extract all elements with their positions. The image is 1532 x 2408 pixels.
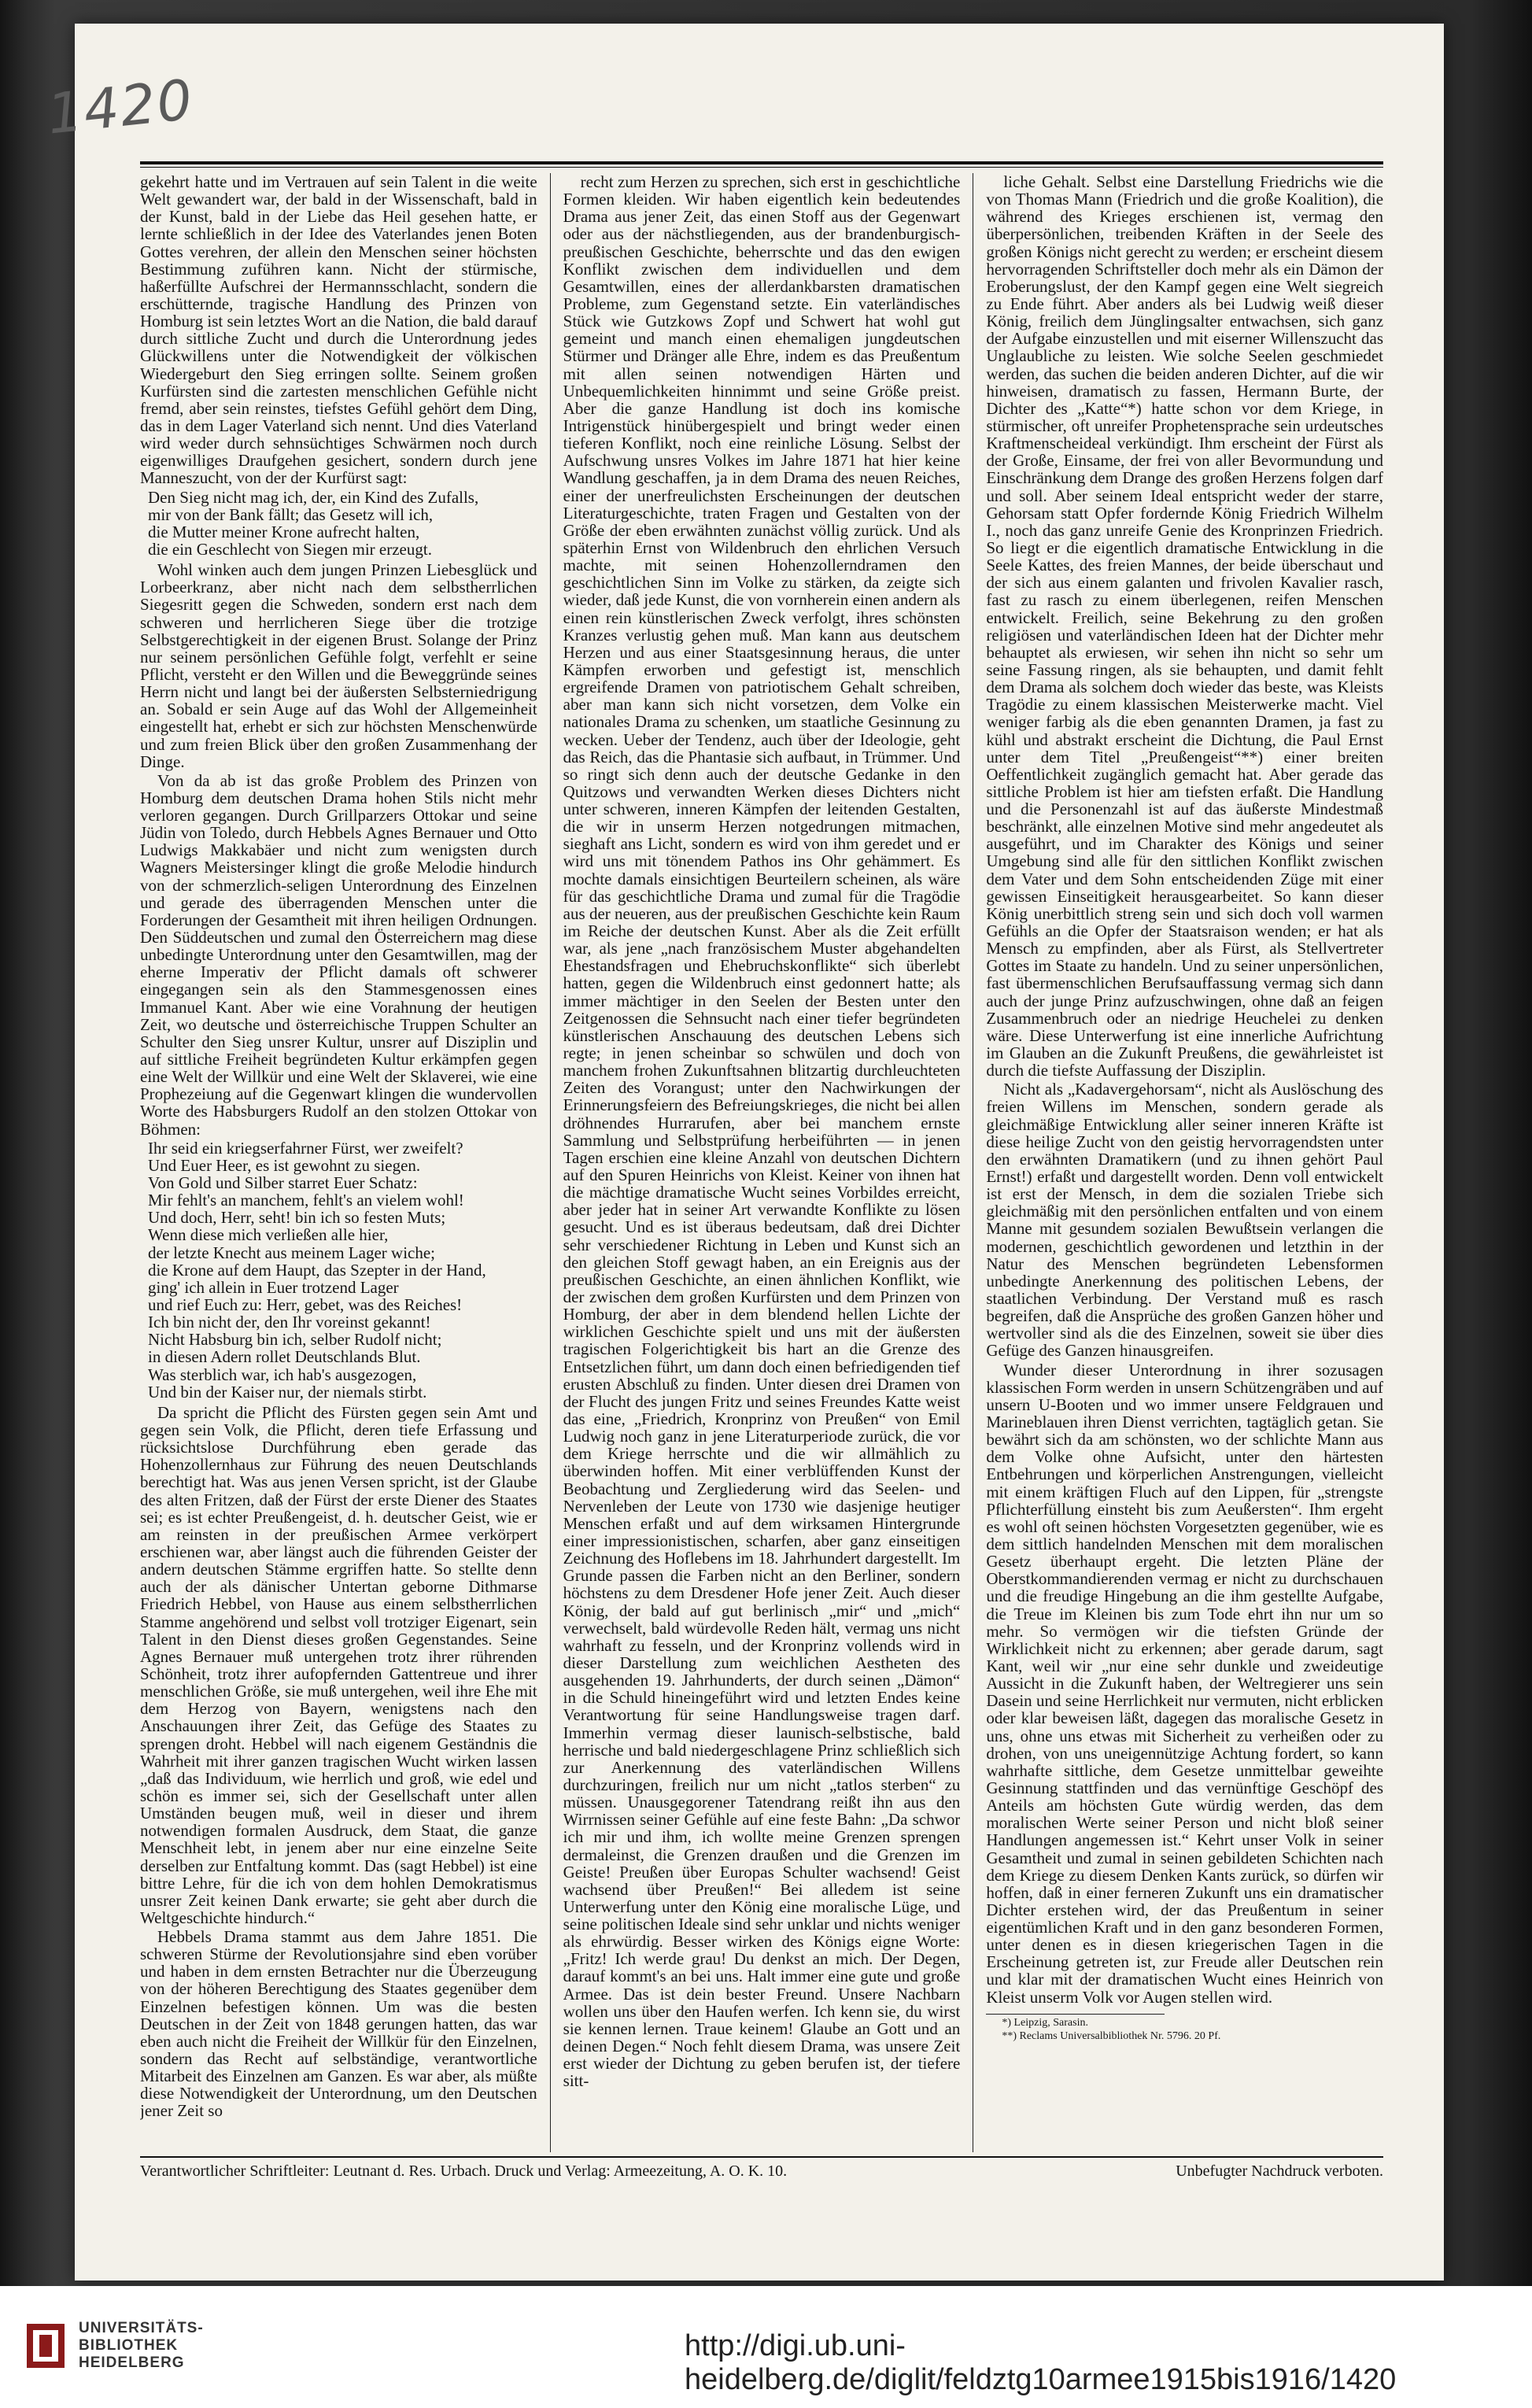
top-rule [140, 161, 1383, 164]
verse-block: Ihr seid ein kriegserfahrner Fürst, wer zweifelt? Und Euer Heer, es ist gewohnt zu siegen. Von Gold und Silber starret Euer Schatz: Mir fehlt's an manchem, fehlt's an vielem wohl! Und doch, Herr, seht! bin ich so festen Muts; Wenn diese mich verließen alle hier, der letzte Knecht aus meinem Lager wiche; die Krone auf dem Haupt, das Szepter in der Hand, ging' ich allein in Euer trotzend Lager und rief Euch zu: Herr, gebet, was des Reiches! Ich bin nicht der, den Ihr voreinst gekannt! Nicht Habsburg bin ich, selber Rudolf nicht; in diesen Adern rollet Deutschlands Blut. Was sterblich war, ich hab's ausgezogen, Und bin der Kaiser nur, der niemals stirbt. [148, 1138, 486, 1402]
imprint-publisher: Verantwortlicher Schriftleiter: Leutnant d. Res. Urbach. Druck und Verlag: Armeezeitung, A. O. K. 10. [140, 2162, 788, 2180]
column-1 [140, 173, 537, 2152]
paragraph: Von da ab ist das große Problem des Prinzen von Homburg dem deutschen Drama hohen Stils nicht mehr verloren gegangen. Durch Grillparzers Ottokar und seine Jüdin von Toledo, durch Hebbels Agnes Bernauer und Otto Ludwigs Makkabäer und nicht zum wenigsten durch Wagners Meistersinger klingt die große Melodie hindurch von der schmerzlich-seligen Unterordnung des Einzelnen und gerade des überragenden Menschen unter die Forderungen der Gesamtheit mit ihren heiligen Ordnungen. Den Süddeutschen und zumal den Österreichern mag diese unbedingte Unterordnung unter den Gesamtwillen, mag der eherne Imperativ der Pflicht damals oft schwerer eingegangen sein als den Stammesgenossen eines Immanuel Kant. Aber wie eine Vorahnung der heutigen Zeit, wo deutsche und österreichische Truppen Schulter an Schulter den Sieg unsrer Kultur, unsrer auf Disziplin und auf sittliche Freiheit begründeten Kultur erkämpfen gegen eine Welt der Willkür und eine Welt der Sklaverei, wie eine Prophezeiung auf die Gegenwart klingen die wundervollen Worte des Habsburgers Rudolf an den stolzen Ottokar von Böhmen: [140, 770, 537, 1139]
library-name-line1: UNIVERSITÄTS- [79, 2320, 204, 2336]
paragraph: Hebbels Drama stammt aus dem Jahre 1851. Die schweren Stürme der Revolutionsjahre sind eben vorüber und haben in dem ernsten Betrachter nur die Überzeugung von der höheren Berechtigung des Staates gegenüber dem Einzelnen befestigen können. Um was die besten Deutschen in der Zeit von 1848 gerungen hatten, das war eben auch nicht die Freiheit der Willkür für den Einzelnen, sondern das Recht auf selbständige, verantwortliche Mitarbeit des Einzelnen am Ganzen. Es war aber, als müßte diese Notwendigkeit der Unterordnung, um den Deutschen jener Zeit so [140, 1927, 537, 2121]
paragraph: Da spricht die Pflicht des Fürsten gegen sein Amt und gegen sein Volk, die Pflicht, deren tiefe Erfassung und rücksichtslose Durchführung eben gerade das Hohenzollernhaus zur Führung des neuen Deutschlands berechtigt hat. Was aus jenen Versen spricht, ist der Glaube des alten Fritzen, daß der Fürst der erste Diener des Staates sei; es ist echter Preußengeist, d. h. deutscher Geist, wie er am reinsten in der preußischen Armee verkörpert erschienen war, aber längst auch die führenden Geister der andern deutschen Stämme ergriffen hatte. So stellte denn auch der als dänischer Untertan geborne Dithmarse Friedrich Hebbel, von Hause aus einem selbstherrlichen Stamme angehörend und selbst voll trotziger Eigenart, sein Talent in den Dienst dieses großen Gegenstandes. Seine Agnes Bernauer muß untergehen trotz ihrer rührenden Schönheit, trotz ihrer aufopfernden Gattentreue und ihrer menschlichen Größe, sie muß untergehen, weil ihre Ehe mit dem Herzog von Bayern, wenigstens nach den Anschauungen ihrer Zeit, das Gefüge des Staates zu sprengen droht. Hebbel will nach eigenem Geständnis die Wahrheit mit ihrer ganzen tragischen Wucht wirken lassen „daß das Individuum, wie herrlich und groß, wie edel und schön es immer sei, sich der Gesellschaft unter allen Umständen beugen muß, weil in dieser und ihrem notwendigen formalen Ausdruck, dem Staat, die ganze Menschheit lebt, in jenem aber nur eine einzelne Seite derselben zur Entfaltung kommt. Das (sagt Hebbel) ist eine bittre Lehre, für die ich von dem hohlen Demokratismus unsrer Zeit keinen Dank erwarte; sie geht aber durch die Weltgeschichte hindurch.“ [140, 1402, 537, 1927]
paragraph: liche Gehalt. Selbst eine Darstellung Friedrichs wie die von Thomas Mann (Friedrich und die große Koalition), die während des Krieges erschienen ist, vermag den überpersönlichen, treibenden Kräften in der Seele des großen Königs nicht gerecht zu werden; er erscheint diesem hervorragenden Schriftsteller doch mehr als ein Dämon der Eroberungslust, der den Kampf gegen eine Welt siegreich zu Ende führt. Aber anders als bei Ludwig weiß dieser König, freilich dem Jünglingsalter entwachsen, sich ganz der Aufgabe einzustellen und mit eiserner Willenszucht das Unglaubliche zu leisten. Wie solche Seelen geschmiedet werden, das suchen die beiden anderen Dichter, auf die wir hinweisen, dramatisch zu fassen, Hermann Burte, der Dichter des „Katte“*) hatte schon vor dem Kriege, in stürmischer, oft unreifer Prophetensprache sein urdeutsches Kraftmenscheideal verkündigt. Ihm erscheint der Fürst als der Große, Einsame, der frei von aller Bevormundung und Einschränkung dem Drange des großen Herzens folgen darf und soll. Aber seinem Ideal entspricht weder der starre, Gehorsam statt Opfer fordernde König Friedrich Wilhelm I., noch das ganz unreife Genie des Kronprinzen Friedrich. So liegt er die eigentlich dramatische Entwicklung in die Seele Kattes, des freien Mannes, der beide überschaut und der sich aus einem galanten und frivolen Kavalier rasch, fast zu rasch zu einem überlegenen, reifen Menschen entwickelt. Freilich, seine Bekehrung zu den großen religiösen und vaterländischen Ideen hat der Dichter mehr behauptet als erwiesen, wir sehen ihn nicht so sehr um seine Fassung ringen, als sie behaupten, und damit fehlt dem Drama als solchem doch wieder das beste, was Kleists Tragödie zu einem klassischen Meisterwerke macht. Viel weniger farbig als die eben genannten Dramen, ja fast zu kühl und abstrakt erscheint die Dichtung, die Paul Ernst unter dem Titel „Preußengeist“**) einer breiten Oeffentlichkeit zugänglich gemacht hat. Aber gerade das sittliche Problem ist hier am tiefsten erfaßt. Die Handlung und die Personenzahl ist auf das äußerste Mindestmaß beschränkt, alle einzelnen Motive sind mehr angedeutet als ausgeführt, und im Charakter des Königs und seiner Umgebung sind alle für den sittlichen Konflikt zwischen dem Vater und dem Sohn entscheidenden Züge mit einer gewissen Einseitigkeit herausgearbeitet. So kann dieser König unerbittlich streng sein und sich doch voll warmen Gefühls an die Opfer der Staatsraison wenden; er hat als Mensch zu empfinden, aber als Fürst, als Stellvertreter Gottes im Staate zu handeln. Und zu seiner unpersönlichen, fast übermenschlichen Berufsauffassung vermag sich dann auch der junge Prinz aufzuschwingen, ohne daß an feigen Zusammenbruch oder an niedrige Heuchelei zu denken wäre. Diese Unterwerfung ist eine innerliche Aufrichtung im Glauben an die Zukunft Preußens, die gewährleistet ist durch die tiefste Auffassung der Disziplin. [986, 173, 1383, 1080]
paragraph: Wunder dieser Unterordnung in ihrer sozusagen klassischen Form werden in unsern Schützengräben und auf unsern U-Booten und wo immer unsere Feldgrauen und Marineblauen ihren Dienst verrichten, tagtäglich getan. Sie bewährt sich da am schönsten, wo der schlichte Mann aus dem Volke ohne Aufsicht, unter den härtesten Entbehrungen und körperlichen Anstrengungen, vielleicht mit einem kräftigen Fluch auf den Lippen, für „strengste Pflichterfüllung einsteht bis zum Aeußersten“. Ihm ergeht es wohl oft seinen höchsten Vorgesetzten gegenüber, wie es dem sittlich handelnden Menschen mit dem moralischen Gesetz überhaupt ergeht. Die letzten Pläne der Oberstkommandierenden vermag er nicht zu durchschauen und die freudige Hingebung an die ihm gestellte Aufgabe, die Treue im Kleinen bis zum Tode ehrt ihn nur um so mehr. So vermögen wir die tiefsten Gründe der Wirklichkeit nicht zu erkennen; aber gerade darum, sagt Kant, weil wir „nur eine sehr dunkle und zweideutige Aussicht in die Zukunft haben, der Weltregierer uns sein Dasein und seine Herrlichkeit nur vermuten, nicht erblicken oder klar beweisen läßt, dagegen das moralische Gesetz in uns, ohne uns etwas mit Sicherheit zu verheißen oder zu drohen, von uns uneigennützige Achtung fordert, so kann wahrhafte sittliche, dem Gesetze unmittelbar geweihte Gesinnung stattfinden und das vernünftige Geschöpf des Anteils am höchsten Gute würdig werden, das dem moralischen Werte seiner Person und nicht bloß seiner Handlungen angemessen ist.“ Kehrt unser Volk in seiner Gesamtheit und zumal in seinen gebildeten Schichten nach dem Kriege zu diesem Denken Kants zurück, so dürfen wir hoffen, daß in einer ferneren Zukunft uns ein dramatischer Dichter erstehen wird, der das Preußentum in seiner eigentümlichen Kraft und in den ganz besonderen Formen, unter denen es in diesen kriegerischen Tagen in die Erscheinung getreten ist, zur Freude aller Deutschen rein und klar mit der dramatischen Wucht eines Heinrich von Kleist unserm Volk vor Augen stellen wird. [986, 1360, 1383, 2007]
footnote: *) Leipzig, Sarasin. [1002, 2016, 1088, 2029]
paragraph: recht zum Herzen zu sprechen, sich erst in geschichtliche Formen kleiden. Wir haben eigentlich kein bedeutendes Drama aus jener Zeit, das einen Stoff aus der Gegenwart oder aus der nächstliegenden, aus der brandenburgisch-preußischen Geschichte, beherrschte und das den ewigen Konflikt zwischen dem individuellen und dem Gesamtwillen, eines der allerdankbarsten dramatischen Probleme, zum Gegenstand setzte. Ein vaterländisches Stück wie Gutzkows Zopf und Schwert hat wohl gut gemeint und manch einen ehemaligen jungdeutschen Stürmer und Dränger alle Ehre, indem es das Preußentum mit allen seinen notwendigen Härten und Unbequemlichkeiten hinnimmt und seine Größe preist. Aber die ganze Handlung ist doch ins komische Intrigenstück hinübergespielt und bringt weder einen tieferen Konflikt, noch eine reinliche Lösung. Selbst der Aufschwung unsres Volkes im Jahre 1871 hat hier keine Wandlung geschaffen, ja in dem Drama des neuen Reiches, einer der unerfreulichsten Erscheinungen der deutschen Literaturgeschichte, traten Fragen und Gestalten von der Größe der eben erwähnten zunächst völlig zurück. Und als späterhin Ernst von Wildenbruch den ehrlichen Versuch machte, mit seinen Hohenzollerndramen den geschichtlichen Sinn im Volke zu stärken, da zeigte sich wieder, daß jede Kunst, die von vornherein einen andern als einen rein künstlerischen Zweck verfolgt, ihres schönsten Kranzes verlustig gehen muß. Man kann aus deutschem Herzen und aus einer Staatsgesinnung heraus, die unter Kämpfen erworben und gefestigt ist, menschlich ergreifende Dramen von patriotischem Gehalt schreiben, aber man kann sich nicht vorsetzen, dem Volke ein nationales Drama zu schenken, um staatliche Gesinnung zu wecken. Ueber der Tendenz, auch über der Ideologie, geht das Reich, das die Phantasie sich aufbaut, in Trümmer. Und so ringt sich denn auch der deutsche Gedanke in den Quitzows und verwandten Werken dieses Dichters nicht unter schweren, inneren Kämpfen der leitenden Gestalten, die wir in unserm Herzen notgedrungen mitmachen, sieghaft ans Licht, sondern es wird von ihm geredet und er wird uns mit tönendem Pathos ins Ohr gehämmert. Es mochte damals einsichtigen Beurteilern scheinen, als wäre für das geschichtliche Drama und zumal für die Tragödie aus der neueren, aus der preußischen Geschichte kein Raum im Reiche der deutschen Kunst. Aber als die Zeit erfüllt war, als jene „nach französischem Muster abgehandelten Ehestandsfragen und Ehebruchskonflikte“ sich überlebt hatten, gegen die Wildenbruch einst gedonnert hatte; als immer mächtiger in den Seelen der Besten unter den Zeitgenossen die Sehnsucht nach einer tiefer begründeten künstlerischen Anschauung des deutschen Lebens sich regte; in jenen scheinbar so schwülen und doch von manchem frohen Zukunftsahnen blitzartig durchleuchteten Zeiten des Vorangust; unter den Nachwirkungen der Erinnerungsfeiern des Befreiungskrieges, die nicht bei allen dröhnendes Hurrarufen, aber bei manchem ernste Sammlung und Selbstprüfung herbeiführten — in jenen Tagen erschien eine kleine Anzahl von deutschen Dichtern auf den Spuren Heinrichs von Kleist. Keiner von ihnen hat die mächtige dramatische Wucht seines Vorbildes erreicht, aber jeder hat in seiner Art verwandte Konflikte zu lösen gesucht. Und es ist überaus bedeutsam, daß drei Dichter sehr verschiedener Richtung in Leben und Kunst sich an den gleichen Stoff gewagt haben, an ein Ereignis aus der preußischen Geschichte, an einen ähnlichen Konflikt, wie der zwischen dem großen Kurfürsten und dem Prinzen von Homburg, der aber in dem blendend hellen Lichte der wirklichen Geschichte spielt und uns mit der äußersten tragischen Folgerichtigkeit bis hart an die Grenze des Entsetzlichen führt, um dann doch einen befriedigenden tief erusten Abschluß zu finden. Unter diesen drei Dramen von der Flucht des jungen Fritz und seines Freundes Katte weist das eine, „Friedrich, Kronprinz von Preußen“ von Emil Ludwig noch ganz in jene Literaturperiode zurück, die vor dem Kriege herrschte und die wir allmählich zu überwinden hoffen. Mit einer verblüffenden Kunst der Beobachtung und Zergliederung wird das Seelen- und Nervenleben der Leute von 1730 wie dasjenige heutiger Menschen erfaßt und auf dem wirksamen Hintergrunde einer impressionistischen, scharfen, aber ganz einseitigen Zeichnung des Hoflebens im 18. Jahrhundert dargestellt. Im Grunde passen die Farben nicht an den Berliner, sondern höchstens zu dem Dresdener Hofe jener Zeit. Auch dieser König, der bald auf gut berlinisch „mir“ und „mich“ verwechselt, bald würdevolle Reden hält, vermag uns nicht wahrhaft zu fesseln, und der Kronprinz vollends wird in dieser Darstellung zum weichlichen Aestheten des ausgehenden 19. Jahrhunderts, der durch seinen „Dämon“ in die Schuld hineingeführt wird und letzten Endes keine Verantwortung für seine Handlungsweise tragen darf. Immerhin vermag dieser launisch-selbstische, bald herrische und bald niedergeschlagene Prinz schließlich sich zur Anerkennung des vaterländischen Willens durchzuringen, freilich nur um nicht „tatlos sterben“ zu müssen. Unausgegorener Tatendrang reißt ihn aus den Wirrnissen seiner Gefühle auf eine feste Bahn: „Da schwor ich mir und ihm, ich wollte meine Grenzen sprengen dermaleinst, die Grenzen draußen und die Grenzen im Geiste! Preußen über Europas Schulter wachsend! Geist wachsend über Preußen!“ Bei alledem ist seine Unterwerfung unter den König eine moralische Lüge, und seine politischen Ideale sind sehr unklar und nichts weniger als ehrwürdig. Besser wirken des Königs eigne Worte: „Fritz! Ich werde grau! Du denkst an mich. Der Degen, darauf kommt's an bei uns. Halt immer eine gute und große Armee. Das ist dein bester Freund. Unsere Nachbarn wollen uns über den Haufen werfen. Ich kenn sie, du wirst sie kennen lernen. Traue keinem! Glaube an Gott und an deinen Degen.“ Noch fehlt diesem Drama, was unsere Zeit erst wieder der Dichtung zu geben berufen ist, der tiefere sitt- [563, 173, 961, 2091]
column-2 [563, 173, 961, 2152]
university-seal-icon [24, 2321, 68, 2371]
top-rule-thin [140, 167, 1383, 168]
library-name [79, 2320, 204, 2372]
library-name-line2: BIBLIOTHEK [79, 2336, 179, 2354]
permalink-url[interactable]: http://digi.ub.uni-heidelberg.de/diglit/feldztg10armee1915bis1916/1420 [685, 2329, 1397, 2396]
footnote: **) Reclams Universalbibliothek Nr. 5796. 20 Pf. [1002, 2029, 1221, 2042]
footnote-rule [986, 2014, 1165, 2015]
article-columns [140, 173, 1383, 2152]
viewer-footer [0, 2286, 1532, 2408]
column-divider [550, 173, 551, 2152]
imprint-copyright: Unbefugter Nachdruck verboten. [1176, 2162, 1383, 2180]
bottom-rule [140, 2156, 1383, 2158]
library-logo[interactable] [24, 2320, 204, 2372]
pencil-page-number: 1420 [44, 67, 197, 147]
paragraph: gekehrt hatte und im Vertrauen auf sein Talent in die weite Welt gewandert war, der bald in der Wissenschaft, bald in der Kunst, bald in der Liebe das Heil gesehen hatte, er lernte schließlich in der Idee des Vaterlandes jenen Boten Gottes verehren, der allein den Menschen seiner höchsten Bestimmung zuführen kann. Nicht der stürmische, haßerfüllte Aufschrei der Hermannsschlacht, sondern die erschütternde, tragische Handlung des Prinzen von Homburg ist sein letztes Wort an die Nation, die bald darauf durch sittliche Zucht und durch die Unterordnung jedes Glückwillens unter die Notwendigkeit der völkischen Wiedergeburt den Sieg erringen sollte. Seinem großen Kurfürsten sind die zartesten menschlichen Gefühle nicht fremd, aber sein reinstes, tiefstes Gefühl gehört dem Ding, das in dem Lager Vaterland sich nennt. Und dies Vaterland wird weder durch sehnsüchtiges Schwärmen noch durch eigenwilliges Draufgehen gesichert, sondern durch jene Manneszucht, von der der Kurfürst sagt: [140, 173, 537, 488]
paragraph: Nicht als „Kadavergehorsam“, nicht als Auslöschung des freien Willens im Menschen, sondern gerade als gleichmäßige Entwicklung aller seiner inneren Kräfte ist diese heilige Zucht von den geistig hervorragendsten unter den erwähnten Dramatikern (und zu ihnen gehört Paul Ernst!) erfaßt und dargestellt worden. Denn voll entwickelt ist erst der Mensch, in dem die sozialen Triebe sich gleichmäßig mit den persönlichen entfalten und von einem Manne mit gesundem sozialen Bewußtsein verlangen die modernen, geschichtlich gewordenen und letzthin in der Natur des Menschen begründeten Lebensformen unbedingte Anerkennung des politischen Lebens, der staatlichen Verbindung. Der Verstand muß es rasch begreifen, daß die Ansprüche des großen Ganzen höher und wertvoller sind als die des Einzelnen, soweit sie über dies Gefüge des Ganzen hinausgreifen. [986, 1080, 1383, 1361]
imprint-line [140, 2162, 1383, 2181]
verse-block: Den Sieg nicht mag ich, der, ein Kind des Zufalls, mir von der Bank fällt; das Gesetz will ich, die Mutter meiner Krone aufrecht halten, die ein Geschlecht von Siegen mir erzeugt. [148, 487, 479, 559]
library-name-line3: HEIDELBERG [79, 2354, 185, 2371]
column-3 [986, 173, 1383, 2152]
paragraph: Wohl winken auch dem jungen Prinzen Liebesglück und Lorbeerkranz, aber nicht nach dem selbstherrlichen Siegesritt gegen die Schweden, sondern erst nach dem schweren und herrlicheren Siege über die trotzige Selbstgerechtigkeit in der eigenen Brust. Solange der Prinz nur seinem persönlichen Gefühle folgt, verfehlt er seine Pflicht, versteht er den Willen und die Beweggründe seines Herrn nicht und langt bei der äußersten Selbsterniedrigung an. Sobald er sein Auge auf das Wohl der Allgemeinheit eingestellt hat, erhebt er sich zur höchsten Menschenwürde und zum freien Blick über den großen Zusammenhang der Dinge. [140, 560, 537, 771]
